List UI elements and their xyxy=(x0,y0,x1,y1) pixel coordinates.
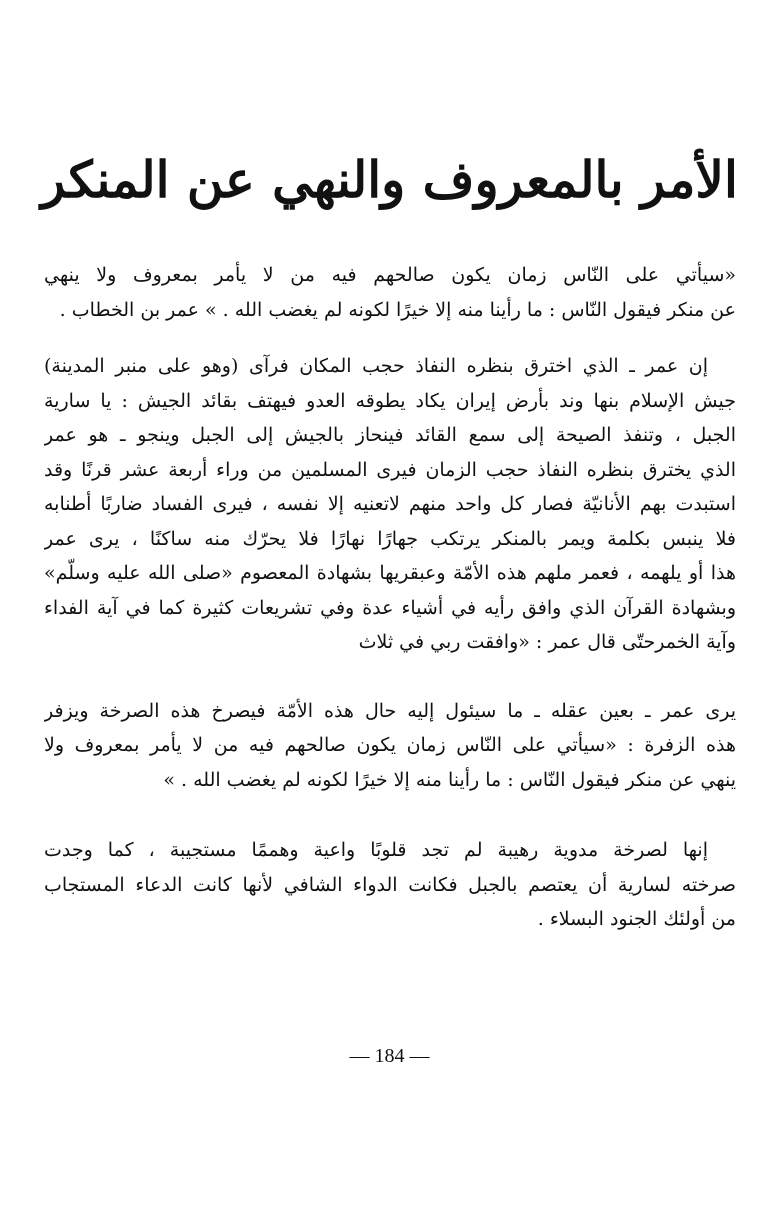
text-line: هذا أو يلهمه ، فعمر ملهم هذه الأمّة وعبقريها بشهادة المعصوم «صلى الله عليه وسلّم» xyxy=(44,562,736,584)
text-line: فلا ينبس بكلمة ويمر بالمنكر يرتكب جهارًا نهارًا فلا يحرّك منه ساكنًا ، يرى عمر xyxy=(44,527,736,550)
text-line: عن منكر فيقول النّاس : ما رأينا منه إلا خيرًا لكونه لم يغضب الله . » عمر بن الخطاب . xyxy=(59,298,736,321)
paragraph-gap xyxy=(44,660,736,694)
paragraph-quote xyxy=(44,258,736,327)
paragraph-gap xyxy=(44,797,736,833)
text-line: إن عمر ـ الذي اخترق بنظره النفاذ حجب المكان فرآى (وهو على منبر المدينة) xyxy=(44,355,708,377)
text-line: استبدت بهم الأنانيّة فصار كل واحد منهم لاتعنيه إلا نفسه ، فيرى الفساد ضاربًا أطنابه xyxy=(44,493,736,515)
paragraph-umar-cry xyxy=(44,694,736,798)
text-line: إنها لصرخة مدوية رهيبة لم تجد قلوبًا واعية وهممًا مستجيبة ، كما وجدت xyxy=(44,839,708,861)
page-body xyxy=(44,258,736,937)
text-line: الجبل ، وتنفذ الصيحة إلى سمع القائد فينحاز بالجيش إلى الجبل وينجو ـ هو عمر xyxy=(44,424,736,446)
text-line: يرى عمر ـ بعين عقله ـ ما سيئول إليه حال هذه الأمّة فيصرخ هذه الصرخة ويزفر xyxy=(44,699,736,722)
text-line: «سيأتي على النّاس زمان يكون صالحهم فيه من لا يأمر بمعروف ولا ينهي xyxy=(44,264,736,286)
chapter-title: الأمر بالمعروف والنهي عن المنكر xyxy=(41,150,738,209)
text-line: جيش الإسلام بنها وند بأرض إيران يكاد يطوقه العدو فيهتف بقائد الجيش : يا سارية xyxy=(44,389,736,412)
text-line: ينهي عن منكر فيقول النّاس : ما رأينا منه إلا خيرًا لكونه لم يغضب الله . » xyxy=(163,768,736,791)
text-line: وآية الخمرحتّى قال عمر : «وافقت ربي في ثلاث xyxy=(358,631,736,653)
text-line: هذه الزفرة : «سيأتي على النّاس زمان يكون صالحهم فيه من لا يأمر بمعروف ولا xyxy=(44,734,736,756)
page-number: — 184 — xyxy=(349,1045,430,1067)
paragraph-gap xyxy=(44,327,736,349)
text-line: وبشهادة القرآن الذي وافق رأيه في أشياء عدة وفي تشريعات كثيرة كما في آية الفداء xyxy=(44,596,736,619)
text-line: صرخته لسارية أن يعتصم بالجبل فكانت الدواء الشافي لأنها كانت الدعاء المستجاب xyxy=(44,873,736,896)
paragraph-umar-vision xyxy=(44,349,736,660)
text-line: الذي يخترق بنظره النفاذ حجب الزمان فيرى المسلمين من وراء أربعة عشر قرنًا وقد xyxy=(44,458,736,481)
text-line: من أولئك الجنود البسلاء . xyxy=(537,908,736,930)
paragraph-conclusion xyxy=(44,833,736,937)
